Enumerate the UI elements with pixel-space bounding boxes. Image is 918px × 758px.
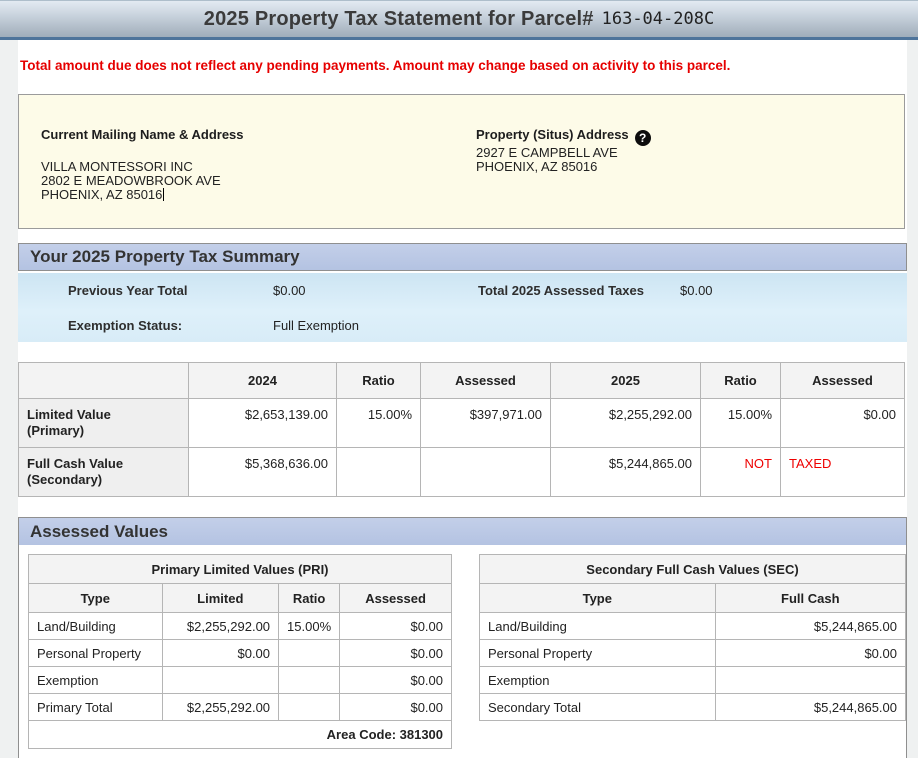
- table-row: [29, 613, 452, 640]
- table-row: [29, 640, 452, 667]
- mailing-address-block: [41, 128, 244, 202]
- assessed-taxes-label: Total 2025 Assessed Taxes: [478, 283, 644, 298]
- table-cell: $0.00: [340, 667, 452, 694]
- row-label-main: Full Cash Value: [27, 456, 124, 471]
- summary-section-header: Your 2025 Property Tax Summary: [18, 243, 907, 271]
- row-label: [19, 448, 189, 497]
- exemption-status-value: Full Exemption: [273, 318, 359, 333]
- table-cell: [279, 667, 340, 694]
- empty-header-cell: [19, 363, 189, 399]
- full-cash-value-row: [19, 448, 905, 497]
- table-row: [480, 667, 906, 694]
- table-cell: [162, 667, 279, 694]
- table-caption-row: [29, 555, 452, 584]
- table-cell: $5,368,636.00: [189, 448, 337, 497]
- table-cell: Personal Property: [480, 640, 716, 667]
- table-cell: Land/Building: [29, 613, 163, 640]
- table-header-row: [480, 584, 906, 613]
- column-header-type: Type: [29, 584, 163, 613]
- table-cell: $2,653,139.00: [189, 399, 337, 448]
- column-header-assessed: Assessed: [421, 363, 551, 399]
- parcel-number: 163-04-208C: [601, 9, 715, 29]
- column-header-ratio: Ratio: [279, 584, 340, 613]
- situs-address-line: PHOENIX, AZ 85016: [476, 159, 598, 174]
- table-row: [480, 640, 906, 667]
- address-box: [18, 94, 905, 229]
- help-icon[interactable]: ?: [635, 130, 651, 146]
- mailing-address-label: Current Mailing Name & Address: [41, 127, 244, 142]
- column-header-full-cash: Full Cash: [715, 584, 905, 613]
- table-cell: Secondary Total: [480, 694, 716, 721]
- exemption-status-label: Exemption Status:: [68, 318, 183, 333]
- table-cell: [279, 694, 340, 721]
- table-cell: 15.00%: [701, 399, 781, 448]
- column-header-2024: 2024: [189, 363, 337, 399]
- table-cell: [337, 448, 421, 497]
- mailing-address-line: VILLA MONTESSORI INC: [41, 159, 193, 174]
- assessed-taxes-value: $0.00: [680, 283, 713, 298]
- primary-limited-values-table: [28, 554, 452, 749]
- column-header-ratio: Ratio: [701, 363, 781, 399]
- table-cell: [421, 448, 551, 497]
- table-caption-row: [480, 555, 906, 584]
- secondary-full-cash-values-table: [479, 554, 906, 721]
- not-taxed-cell: TAXED: [781, 448, 905, 497]
- not-taxed-cell: NOT: [701, 448, 781, 497]
- row-label: [19, 399, 189, 448]
- situs-address-label: Property (Situs) Address: [476, 127, 629, 142]
- table-cell: $0.00: [340, 640, 452, 667]
- column-header-ratio: Ratio: [337, 363, 421, 399]
- table-header-row: [19, 363, 905, 399]
- table-row: [480, 694, 906, 721]
- main-content: [18, 40, 907, 758]
- table-row: [480, 613, 906, 640]
- table-cell: Primary Total: [29, 694, 163, 721]
- table-cell: $0.00: [715, 640, 905, 667]
- table-cell: $0.00: [340, 694, 452, 721]
- previous-year-total-value: $0.00: [273, 283, 306, 298]
- text-cursor: [163, 188, 164, 201]
- previous-year-total-label: Previous Year Total: [68, 283, 188, 298]
- area-code: Area Code: 381300: [29, 721, 452, 749]
- column-header-type: Type: [480, 584, 716, 613]
- table-cell: [715, 667, 905, 694]
- primary-table-caption: Primary Limited Values (PRI): [29, 555, 452, 584]
- assessed-values-section-header: Assessed Values: [18, 517, 907, 545]
- table-cell: Land/Building: [480, 613, 716, 640]
- mailing-address-line: [41, 188, 244, 202]
- table-cell: $2,255,292.00: [162, 613, 279, 640]
- table-cell: 15.00%: [279, 613, 340, 640]
- table-row: [29, 667, 452, 694]
- table-cell: $5,244,865.00: [715, 694, 905, 721]
- page-title-bar: [0, 0, 918, 40]
- mailing-address-city: PHOENIX, AZ 85016: [41, 187, 163, 202]
- table-cell: $5,244,865.00: [715, 613, 905, 640]
- column-header-2025: 2025: [551, 363, 701, 399]
- column-header-assessed: Assessed: [781, 363, 905, 399]
- mailing-address-lines: [41, 160, 244, 202]
- table-cell: [279, 640, 340, 667]
- page-title: 2025 Property Tax Statement for Parcel#: [203, 7, 594, 30]
- situs-address-block: [476, 128, 651, 174]
- table-header-row: [29, 584, 452, 613]
- table-cell: $2,255,292.00: [162, 694, 279, 721]
- column-header-assessed: Assessed: [340, 584, 452, 613]
- table-cell: 15.00%: [337, 399, 421, 448]
- table-cell: Exemption: [480, 667, 716, 694]
- table-cell: $0.00: [162, 640, 279, 667]
- situs-address-label-row: [476, 128, 651, 146]
- limited-value-row: [19, 399, 905, 448]
- assessed-values-body: [18, 545, 907, 758]
- mailing-address-line: 2802 E MEADOWBROOK AVE: [41, 173, 221, 188]
- situs-address-line: 2927 E CAMPBELL AVE: [476, 145, 618, 160]
- secondary-table-caption: Secondary Full Cash Values (SEC): [480, 555, 906, 584]
- table-cell: Personal Property: [29, 640, 163, 667]
- row-label-sub: (Secondary): [27, 472, 103, 487]
- valuation-comparison-table: [18, 362, 905, 497]
- column-header-limited: Limited: [162, 584, 279, 613]
- table-cell: $397,971.00: [421, 399, 551, 448]
- row-label-sub: (Primary): [27, 423, 85, 438]
- table-cell: $0.00: [781, 399, 905, 448]
- table-cell: $2,255,292.00: [551, 399, 701, 448]
- row-label-main: Limited Value: [27, 407, 111, 422]
- summary-panel: [18, 273, 907, 342]
- table-row: [29, 694, 452, 721]
- table-footer-row: [29, 721, 452, 749]
- table-cell: $0.00: [340, 613, 452, 640]
- table-cell: Exemption: [29, 667, 163, 694]
- pending-payments-warning: Total amount due does not reflect any pending payments. Amount may change based on activity to this parcel.: [20, 58, 731, 73]
- table-cell: $5,244,865.00: [551, 448, 701, 497]
